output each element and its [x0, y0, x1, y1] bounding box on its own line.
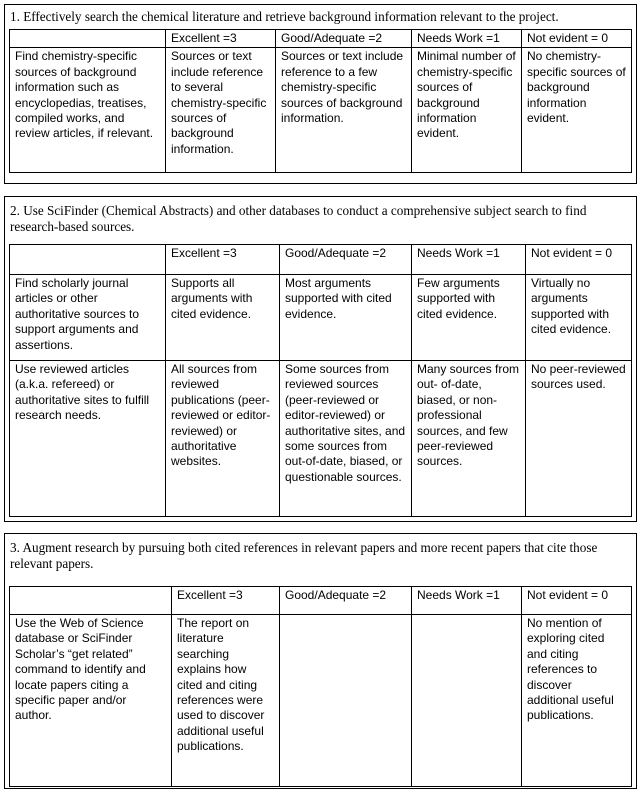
- table-header-row: [10, 587, 632, 615]
- needs-work-cell: Minimal number of chemistry-specific sources of background information evident.: [412, 48, 522, 173]
- not-evident-header: Not evident = 0: [522, 587, 632, 615]
- criterion-cell: Use the Web of Science database or SciFinder Scholar’s “get related” command to identify and locate papers citing a specific paper and/or author.: [10, 615, 172, 787]
- needs-work-cell: [412, 615, 522, 787]
- table-row: [10, 48, 632, 173]
- section-3-heading: 3. Augment research by pursuing both cited references in relevant papers and more recent papers that cite those relevant papers.: [10, 540, 598, 571]
- section-2-heading: 2. Use SciFinder (Chemical Abstracts) and other databases to conduct a comprehensive subject search to find research-based sources.: [10, 203, 587, 234]
- needs-work-header: Needs Work =1: [412, 245, 526, 275]
- excellent-header: Excellent =3: [172, 587, 280, 615]
- not-evident-header: Not evident = 0: [526, 245, 632, 275]
- criterion-cell: Use reviewed articles (a.k.a. refereed) or authoritative sites to fulfill research needs.: [10, 361, 166, 517]
- good-adequate-header: Good/Adequate =2: [276, 30, 412, 48]
- excellent-cell: All sources from reviewed publications (peer-reviewed or editor-reviewed) or authoritative websites.: [166, 361, 280, 517]
- excellent-cell: The report on literature searching explains how cited and citing references were used to discover additional useful publications.: [172, 615, 280, 787]
- needs-work-cell: Few arguments supported with cited evidence.: [412, 275, 526, 361]
- not-evident-cell: Virtually no arguments supported with cited evidence.: [526, 275, 632, 361]
- excellent-cell: Supports all arguments with cited evidence.: [166, 275, 280, 361]
- good-adequate-cell: Some sources from reviewed sources (peer-reviewed or editor-reviewed) or authoritative sites, and some sources from out-of-date, biased, or questionable sources.: [280, 361, 412, 517]
- criteria-header: [10, 245, 166, 275]
- excellent-cell: Sources or text include reference to several chemistry-specific sources of background information.: [166, 48, 276, 173]
- table-row: [10, 361, 632, 517]
- needs-work-cell: Many sources from out- of-date, biased, or non-professional sources, and few peer-reviewed sources.: [412, 361, 526, 517]
- excellent-header: Excellent =3: [166, 245, 280, 275]
- good-adequate-header: Good/Adequate =2: [280, 245, 412, 275]
- section-1-table: [9, 29, 632, 173]
- good-adequate-header: Good/Adequate =2: [280, 587, 412, 615]
- table-row: [10, 275, 632, 361]
- not-evident-header: Not evident = 0: [522, 30, 632, 48]
- table-header-row: [10, 30, 632, 48]
- needs-work-header: Needs Work =1: [412, 30, 522, 48]
- section-2-table: [9, 244, 632, 517]
- section-3-table: [9, 586, 632, 787]
- criterion-cell: Find scholarly journal articles or other authoritative sources to support arguments and assertions.: [10, 275, 166, 361]
- not-evident-cell: No mention of exploring cited and citing references to discover additional useful publications.: [522, 615, 632, 787]
- section-1-heading: 1. Effectively search the chemical literature and retrieve background information relevant to the project.: [10, 9, 559, 24]
- not-evident-cell: No chemistry-specific sources of background information evident.: [522, 48, 632, 173]
- criteria-header: [10, 587, 172, 615]
- not-evident-cell: No peer-reviewed sources used.: [526, 361, 632, 517]
- needs-work-header: Needs Work =1: [412, 587, 522, 615]
- excellent-header: Excellent =3: [166, 30, 276, 48]
- criterion-cell: Find chemistry-specific sources of background information such as encyclopedias, treatises, compiled works, and review articles, if relevant.: [10, 48, 166, 173]
- good-adequate-cell: Sources or text include reference to a few chemistry-specific sources of background information.: [276, 48, 412, 173]
- good-adequate-cell: Most arguments supported with cited evidence.: [280, 275, 412, 361]
- table-row: [10, 615, 632, 787]
- criteria-header: [10, 30, 166, 48]
- good-adequate-cell: [280, 615, 412, 787]
- table-header-row: [10, 245, 632, 275]
